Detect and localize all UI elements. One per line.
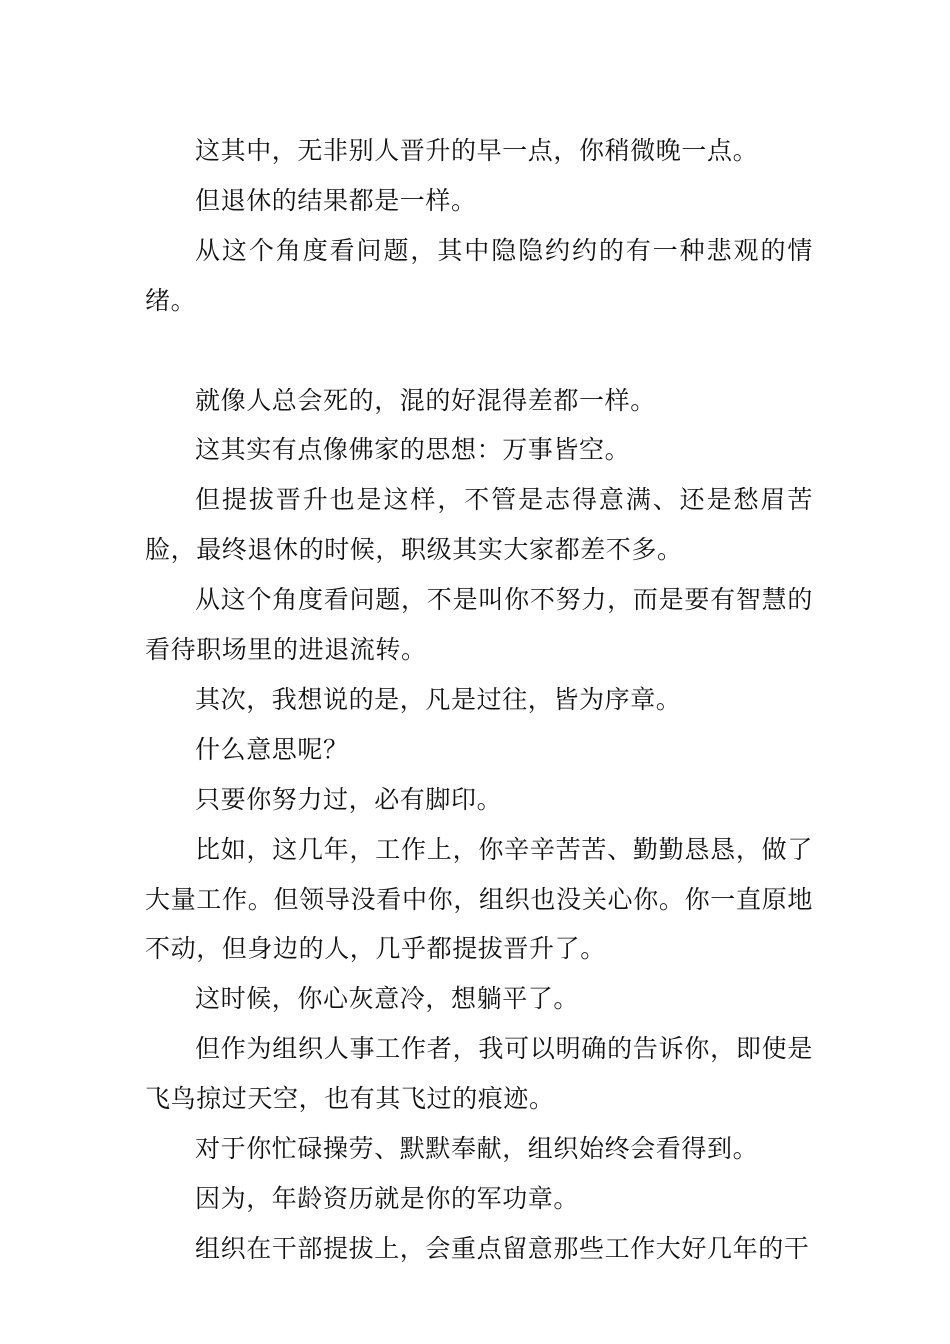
paragraph: 从这个角度看问题，其中隐隐约约的有一种悲观的情绪。 xyxy=(145,235,813,315)
paragraph: 从这个角度看问题，不是叫你不努力，而是要有智慧的看待职场里的进退流转。 xyxy=(145,585,813,665)
paragraph: 组织在干部提拔上，会重点留意那些工作大好几年的干 xyxy=(195,1233,810,1263)
paragraph: 但提拔晋升也是这样，不管是志得意满、还是愁眉苦脸，最终退休的时候，职级其实大家都差不多。 xyxy=(145,485,813,565)
paragraph: 这其中，无非别人晋升的早一点，你稍微晚一点。 xyxy=(195,136,759,165)
paragraph: 但作为组织人事工作者，我可以明确的告诉你，即使是飞鸟掠过天空，也有其飞过的痕迹。 xyxy=(145,1034,813,1114)
paragraph: 但退休的结果都是一样。 xyxy=(195,185,477,215)
document-body xyxy=(145,126,813,1274)
paragraph: 对于你忙碌操劳、默默奉献，组织始终会看得到。 xyxy=(195,1134,759,1164)
paragraph: 什么意思呢？ xyxy=(195,734,349,764)
paragraph-gap xyxy=(145,326,813,376)
paragraph: 比如，这几年，工作上，你辛辛苦苦、勤勤恳恳，做了大量工作。但领导没看中你，组织也没关心你。你一直原地不动，但身边的人，几乎都提拔晋升了。 xyxy=(145,834,813,964)
paragraph: 这其实有点像佛家的思想：万事皆空。 xyxy=(195,435,631,465)
paragraph: 这时候，你心灰意冷，想躺平了。 xyxy=(195,984,580,1014)
paragraph: 就像人总会死的，混的好混得差都一样。 xyxy=(195,385,656,415)
paragraph: 因为，年龄资历就是你的军功章。 xyxy=(195,1184,580,1214)
paragraph: 其次，我想说的是，凡是过往，皆为序章。 xyxy=(195,684,682,714)
paragraph: 只要你努力过，必有脚印。 xyxy=(195,784,503,814)
